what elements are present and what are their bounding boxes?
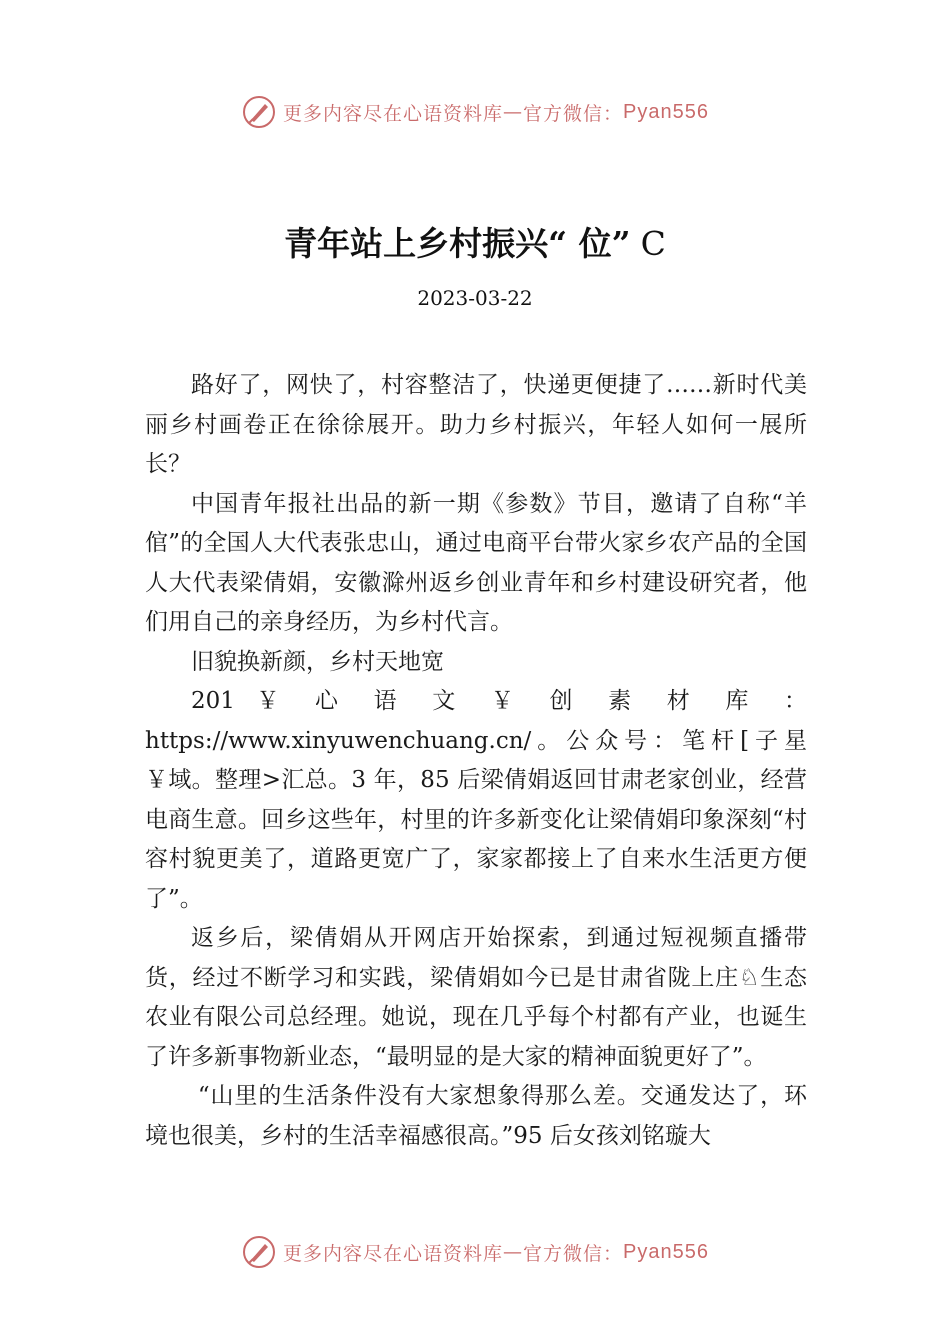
watermark-dash: — (503, 101, 524, 123)
article-title-suffix: C (640, 224, 666, 263)
paragraph-intro: 路好了，网快了，村容整洁了，快递更便捷了……新时代美丽乡村画卷正在徐徐展开。助力乡村振兴，年轻人如何一展所长？ (145, 372, 807, 477)
watermark-footer (0, 1234, 950, 1270)
article-date: 2023-03-22 (417, 286, 533, 310)
section-heading: 旧貌换新颜，乡村天地宽 (191, 648, 444, 675)
watermark-dash: — (503, 1241, 524, 1263)
quill-logo-icon (241, 1234, 277, 1270)
watermark-wechat-id: Pyan556 (623, 100, 709, 123)
paragraph-quote: “山里的生活条件没有大家想象得那么差。交通发达了，环境也很美，乡村的生活幸福感很高。”95 后女孩刘铭璇大 (145, 1083, 807, 1149)
watermark-header (0, 94, 950, 130)
paragraph-liang-return: 201 ￥ 心 语 文 ￥ 创 素 材 库 ： https://www.xinyuwenchuang.cn/。公众号：笔杆[子星￥域。整理>汇总。3 年，85 后梁倩娟返回甘肃老家创业，经营电商生意。回乡这些年，村里的许多新变化让梁倩娟印象深刻“村容村貌更美了，道路更宽广了，家家都接上了自来水生活更方便了”。 (145, 688, 807, 912)
watermark-prefix: 更多内容尽在心语资料库 (283, 102, 504, 125)
watermark-prefix: 更多内容尽在心语资料库 (283, 1242, 504, 1265)
article-body (145, 366, 807, 1156)
paragraph-program: 中国青年报社出品的新一期《参数》节目，邀请了自称“羊倌”的全国人大代表张忠山，通过电商平台带火家乡农产品的全国人大代表梁倩娟，安徽滁州返乡创业青年和乡村建设研究者，他们用自己的亲身经历，为乡村代言。 (145, 490, 807, 635)
watermark-wechat-label: 官方微信： (523, 1242, 624, 1265)
article-title (0, 222, 950, 266)
article-title-main: 青年站上乡村振兴“ 位” (284, 224, 631, 263)
paragraph-liang-business: 返乡后，梁倩娟从开网店开始探索，到通过短视频直播带货，经过不断学习和实践，梁倩娟如今已是甘肃省陇上庄♘生态农业有限公司总经理。她说，现在几乎每个村都有产业，也诞生了许多新事物新业态，“最明显的是大家的精神面貌更好了”。 (145, 925, 807, 1070)
watermark-wechat-label: 官方微信： (523, 102, 624, 125)
quill-logo-icon (241, 94, 277, 130)
watermark-wechat-id: Pyan556 (623, 1240, 709, 1263)
